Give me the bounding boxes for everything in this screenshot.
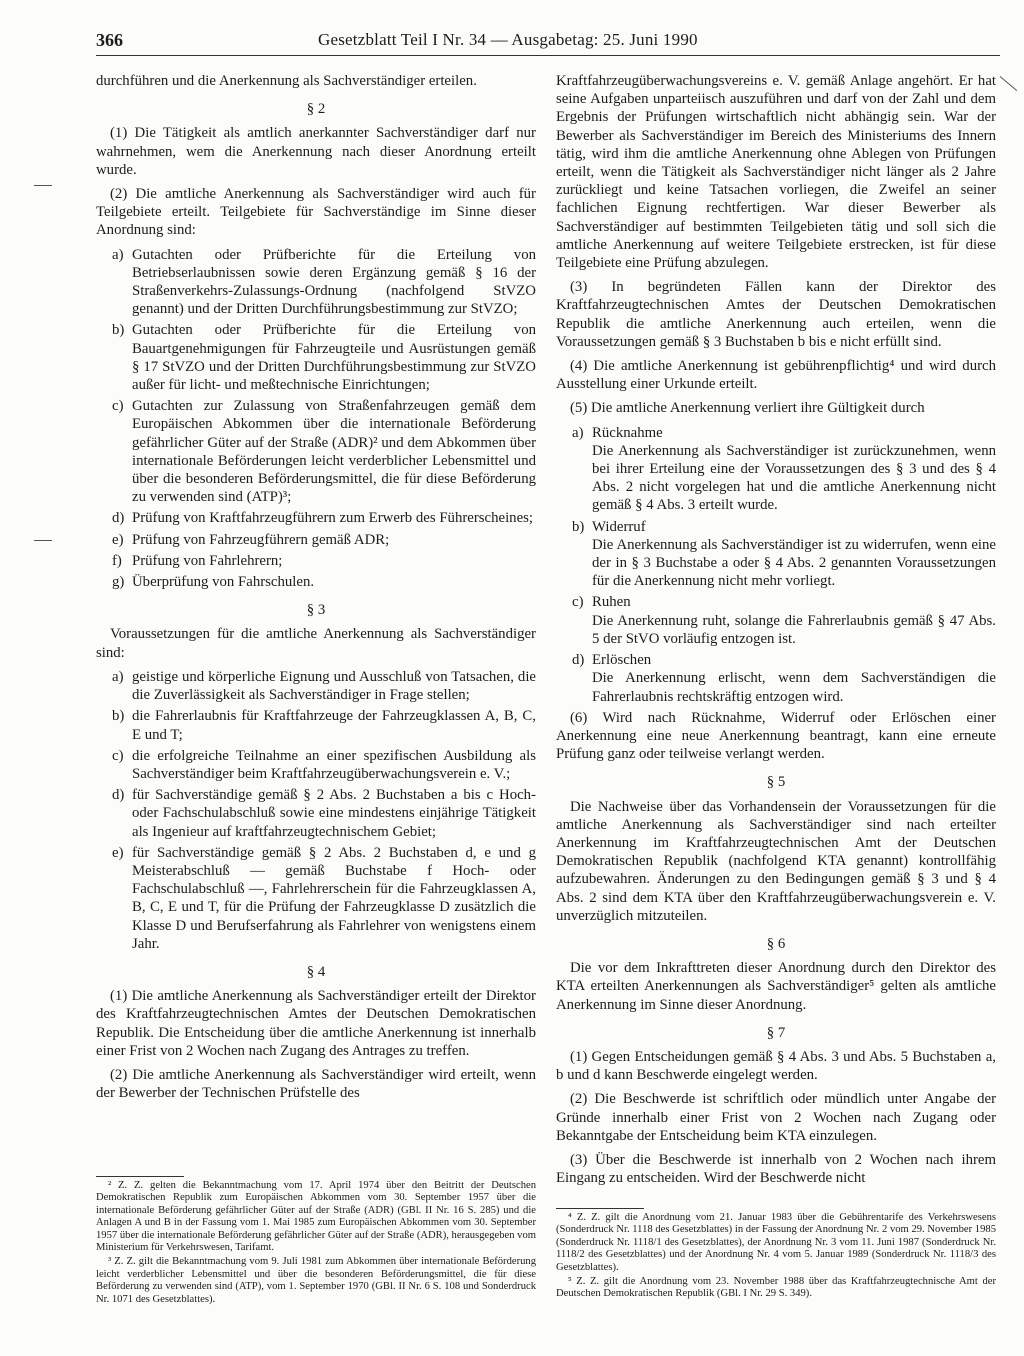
list-item-text: Die Anerkennung als Sachverständiger ist zurückzunehmen, wenn bei ihrer Erteilung eine der Voraussetzungen des § 3 und des § 4 Abs. 2 nicht vorgelegen hat und die amtliche Anerkennung nicht gemäß § 4 Abs. 3 erteilt wurde.: [592, 442, 996, 514]
list-marker: c): [112, 398, 124, 415]
list-item-heading: Rücknahme: [592, 424, 663, 441]
paragraph-7-3: (3) Über die Beschwerde ist innerhalb von 2 Wochen nach ihrem Eingang zu entscheiden. Wird der Beschwerde nicht: [556, 1151, 996, 1187]
list-item-text: Prüfung von Kraftfahrzeugführern zum Erwerb des Führerscheines;: [132, 510, 534, 527]
paragraph-4-2: (2) Die amtliche Anerkennung als Sachverständiger wird erteilt, wenn der Bewerber der Technischen Prüfstelle des: [96, 1066, 536, 1102]
footnote-rule: [556, 1208, 644, 1209]
section-heading-5: § 5: [766, 774, 786, 791]
list-section-4-5: [556, 424, 996, 706]
margin-stroke: [1000, 76, 1017, 91]
list-section-2: [96, 246, 536, 592]
list-item-text: Gutachten oder Prüfberichte für die Erteilung von Bauartgenehmigungen für Fahrzeugteile und Ausrüstungen gemäß § 17 StVZO und der Dritten Durchführungsbestimmung zur StVZO außer für licht- und meßtechnische Einrichtungen;: [132, 322, 536, 394]
list-item-text: Gutachten zur Zulassung von Straßenfahrzeugen gemäß dem Europäischen Abkommen über die internationale Beförderung gefährlicher Güter auf der Straße (ADR)² und dem Abkommen über internationale Beförderungen leicht verderblicher Lebensmittel und über die besonderen Beförderungsmittel, die für diese Beförderung zu verwenden sind (ATP)³;: [132, 398, 536, 506]
list-item-text: Prüfung von Fahrlehrern;: [132, 552, 283, 569]
page-header: [96, 30, 996, 56]
list-item: [96, 552, 536, 570]
list-marker: f): [112, 552, 122, 569]
list-section-3: [96, 668, 536, 953]
list-item-text: Die Anerkennung ruht, solange die Fahrerlaubnis gemäß § 47 Abs. 5 der StVO vorläufig entzogen ist.: [592, 612, 996, 647]
header-rule: [96, 55, 1000, 56]
list-marker: c): [112, 747, 124, 764]
list-item: [96, 747, 536, 783]
paragraph-4-3: (3) In begründeten Fällen kann der Direktor des Kraftfahrzeugtechnischen Amtes der Deutschen Demokratischen Republik die amtliche Anerkennung auch erteilen, wenn die Voraussetzungen gemäß § 3 Buchstaben b bis e nicht erfüllt sind.: [556, 279, 996, 350]
list-item-text: für Sachverständige gemäß § 2 Abs. 2 Buchstaben d, e und g Meisterabschluß — gemäß Buchstabe f Hoch- oder Fachschulabschluß —, Fahrlehrerschein für die Fahrzeugklassen A, B, C, E und T, für die Prüfung der Fahrzeugklasse D zusätzlich die Klasse D und Berufserfahrung als Fahrlehrer von wenigstens einem Jahr.: [132, 844, 536, 952]
list-item: [96, 321, 536, 394]
section-heading-6: § 6: [766, 935, 786, 952]
list-item-text: die erfolgreiche Teilnahme an einer spezifischen Ausbildung als Sachverständiger beim Kraftfahrzeugüberwachungsverein e. V.;: [132, 747, 536, 782]
paragraph-2-1: (1) Die Tätigkeit als amtlich anerkannter Sachverständiger darf nur wahrnehmen, wem die Anerkennung nach dieser Anordnung erteilt wurde.: [96, 125, 536, 178]
list-marker: d): [112, 787, 125, 804]
paragraph-4-2-continued: Kraftfahrzeugüberwachungsvereins e. V. gemäß Anlage angehört. Er hat seine Aufgaben unparteiisch auszuführen und darf von der Zahl und dem Ergebnis der Prüfungen wirtschaftlich nicht abhängig sein. War der Bewerber als Sachverständiger im Bereich des Ministeriums des Innern tätig, wird ihm die amtliche Anerkennung ohne Ablegen von Prüfungen erteilt, wenn die Tätigkeit als Sachverständiger nicht länger als 2 Jahre zurückliegt und keine Tatsachen vorliegen, die Zweifel an seiner fachlichen Eignung rechtfertigen. War dieser Bewerber als Sachverständiger auf bestimmten Teilgebieten tätig und soll sich die amtliche Anerkennung auf weitere Teilgebiete erstrecken, ist für diese Teilgebiete eine Prüfung abzulegen.: [556, 73, 996, 272]
list-item-text: Überprüfung von Fahrschulen.: [132, 574, 315, 591]
list-item: [96, 707, 536, 743]
list-item: [556, 518, 996, 591]
list-item: [96, 786, 536, 841]
left-column: [96, 72, 536, 1108]
paragraph-4-6: (6) Wird nach Rücknahme, Widerruf oder Erlöschen einer Anerkennung eine neue Anerkennung beantragt, kann eine erneute Prüfung ganz oder teilweise verlangt werden.: [556, 709, 996, 763]
list-marker: c): [572, 594, 584, 611]
list-marker: b): [112, 708, 125, 725]
footnotes-right: [556, 1212, 996, 1303]
paragraph-4-1: (1) Die amtliche Anerkennung als Sachverständiger erteilt der Direktor des Kraftfahrzeugtechnischen Amtes der Deutschen Demokratischen Republik. Die Entscheidung über die amtliche Anerkennung ist innerhalb einer Frist von 2 Wochen nach Zugang des Antrages zu treffen.: [96, 988, 536, 1059]
list-item: [96, 668, 536, 704]
list-marker: a): [112, 668, 124, 685]
intro-paragraph: durchführen und die Anerkennung als Sachverständiger erteilen.: [96, 73, 477, 89]
list-item: [96, 397, 536, 506]
list-item: [96, 509, 536, 527]
list-item-heading: Erlöschen: [592, 652, 652, 669]
paragraph-3: Voraussetzungen für die amtliche Anerkennung als Sachverständiger sind:: [96, 626, 536, 661]
list-item-text: Die Anerkennung als Sachverständiger ist zu widerrufen, wenn eine der in § 3 Buchstabe a oder § 4 Abs. 2 genannten Voraussetzungen für die Anerkennung nicht mehr vorliegt.: [592, 536, 996, 590]
list-item: [556, 593, 996, 648]
section-heading-4: § 4: [306, 963, 326, 980]
list-item-text: Gutachten oder Prüfberichte für die Erteilung von Betriebserlaubnissen sowie deren Ergänzung gemäß § 16 der Straßenverkehrs-Zulassungs-Ordnung (nachfolgend StVZO genannt) und der Dritten Durchführungsbestimmung zur StVZO;: [132, 246, 536, 318]
list-item: [96, 844, 536, 953]
right-column: [556, 72, 996, 1193]
footnote-5: ⁵ Z. Z. gilt die Anordnung vom 23. November 1988 über das Kraftfahrzeugtechnische Amt der Deutschen Demokratischen Republik (GBl. I Nr. 29 S. 349).: [556, 1276, 996, 1300]
margin-mark: [34, 540, 52, 541]
list-item-text: geistige und körperliche Eignung und Ausschluß von Tatsachen, die die Zuverlässigkeit als Sachverständiger in Frage stellen;: [132, 668, 536, 704]
list-marker: b): [112, 322, 125, 339]
margin-mark: [34, 185, 52, 186]
page-number: 366: [96, 30, 123, 50]
list-item-text: Die Anerkennung erlischt, wenn dem Sachverständigen die Fahrerlaubnis rechtskräftig entzogen wird.: [592, 670, 996, 705]
paragraph-6: Die vor dem Inkrafttreten dieser Anordnung durch den Direktor des KTA erteilten Anerkennungen als Sachverständiger⁵ gelten als amtliche Anerkennung im Sinne dieser Anordnung.: [556, 960, 996, 1013]
list-marker: a): [112, 246, 124, 263]
section-heading-3: § 3: [306, 602, 326, 619]
list-item: [96, 246, 536, 319]
paragraph-7-1: (1) Gegen Entscheidungen gemäß § 4 Abs. 3 und Abs. 5 Buchstaben a, b und d kann Beschwerde eingelegt werden.: [556, 1048, 996, 1084]
paragraph-4-4: (4) Die amtliche Anerkennung ist gebührenpflichtig⁴ und wird durch Ausstellung einer Urkunde erteilt.: [556, 358, 996, 393]
list-item: [556, 651, 996, 706]
list-marker: e): [112, 844, 124, 861]
footnote-4: ⁴ Z. Z. gilt die Anordnung vom 21. Januar 1983 über die Gebührentarife des Verkehrswesens (Sonderdruck Nr. 1118 des Gesetzblattes) in der Fassung der Anordnung Nr. 2 vom 29. November 1985 (Sonderdruck Nr. 1118/1 des Gesetzblattes), der Anordnung Nr. 3 vom 11. Juni 1987 (Sonderdruck Nr. 1118/2 des Gesetzblattes) und der Anordnung Nr. 4 vom 5. Januar 1989 (Sonderdruck Nr. 1118/3 des Gesetzblattes).: [556, 1212, 996, 1273]
list-marker: e): [112, 531, 124, 548]
list-item-text: Prüfung von Fahrzeugführern gemäß ADR;: [132, 531, 390, 548]
list-marker: d): [572, 652, 585, 669]
list-item: [96, 531, 536, 549]
paragraph-4-5: (5) Die amtliche Anerkennung verliert ihre Gültigkeit durch: [570, 400, 925, 417]
list-marker: b): [572, 518, 585, 535]
paragraph-7-2: (2) Die Beschwerde ist schriftlich oder mündlich unter Angabe der Gründe innerhalb einer Frist von 2 Wochen nach Zugang oder Bekanntgabe der Entscheidung beim KTA einzulegen.: [556, 1091, 996, 1144]
footnote-2: ² Z. Z. gelten die Bekanntmachung vom 17. April 1974 über den Beitritt der Deutschen Demokratischen Republik zum Europäischen Abkommen vom 30. September 1957 über die internationale Beförderung gefährlicher Güter auf der Straße (ADR) (GBl. II Nr. 16 S. 285) und die Anlagen A und B in der Fassung vom 1. Mai 1985 zum Europäischen Abkommen vom 30. September 1957 über die internationale Beförderung gefährlicher Güter auf der Straße (ADR), herausgegeben vom Ministerium für Verkehrswesen, Tarifamt.: [96, 1180, 536, 1254]
section-heading-2: § 2: [306, 101, 326, 118]
footnote-rule: [96, 1176, 184, 1177]
footnote-3: ³ Z. Z. gilt die Bekanntmachung vom 9. Juli 1981 zum Abkommen über internationale Beförderung leicht verderblicher Lebensmittel und über die besonderen Beförderungsmittel, die für diese Beförderung zu verwenden sind (ATP), vom 1. September 1970 (GBl. II Nr. 6 S. 108 und Sonderdruck Nr. 1071 des Gesetzblattes).: [96, 1256, 536, 1305]
list-marker: d): [112, 510, 125, 527]
list-marker: g): [112, 574, 125, 591]
list-item-heading: Ruhen: [592, 594, 631, 611]
section-heading-7: § 7: [766, 1024, 786, 1041]
list-item-heading: Widerruf: [592, 518, 646, 535]
list-item: [96, 573, 536, 591]
list-item-text: für Sachverständige gemäß § 2 Abs. 2 Buchstaben a bis c Hoch- oder Fachschulabschluß sowie eine mindestens einjährige Tätigkeit als Ingenieur auf kraftfahrzeugtechnischem Gebiet;: [132, 787, 536, 840]
list-marker: a): [572, 424, 584, 441]
list-item-text: die Fahrerlaubnis für Kraftfahrzeuge der Fahrzeugklassen A, B, C, E und T;: [132, 708, 536, 743]
footnotes-left: [96, 1180, 536, 1308]
list-item: [556, 424, 996, 515]
running-title: Gesetzblatt Teil I Nr. 34 — Ausgabetag: 25. Juni 1990: [318, 30, 698, 49]
paragraph-5: Die Nachweise über das Vorhandensein der Voraussetzungen für die amtliche Anerkennung als Sachverständiger sind nach erteilter Anerkennung im Kraftfahrzeugtechnischen Amt der Deutschen Demokratischen Republik (nachfolgend KTA genannt) kontrollfähig aufzubewahren. Änderungen zu den Bedingungen gemäß § 3 und § 4 Abs. 2 sind dem KTA über den Kraftfahrzeugüberwachungsverein e. V. unverzüglich mitzuteilen.: [556, 798, 996, 924]
paragraph-2-2: (2) Die amtliche Anerkennung als Sachverständiger wird auch für Teilgebiete erteilt. Teilgebiete für Sachverständige im Sinne dieser Anordnung sind:: [96, 186, 536, 239]
